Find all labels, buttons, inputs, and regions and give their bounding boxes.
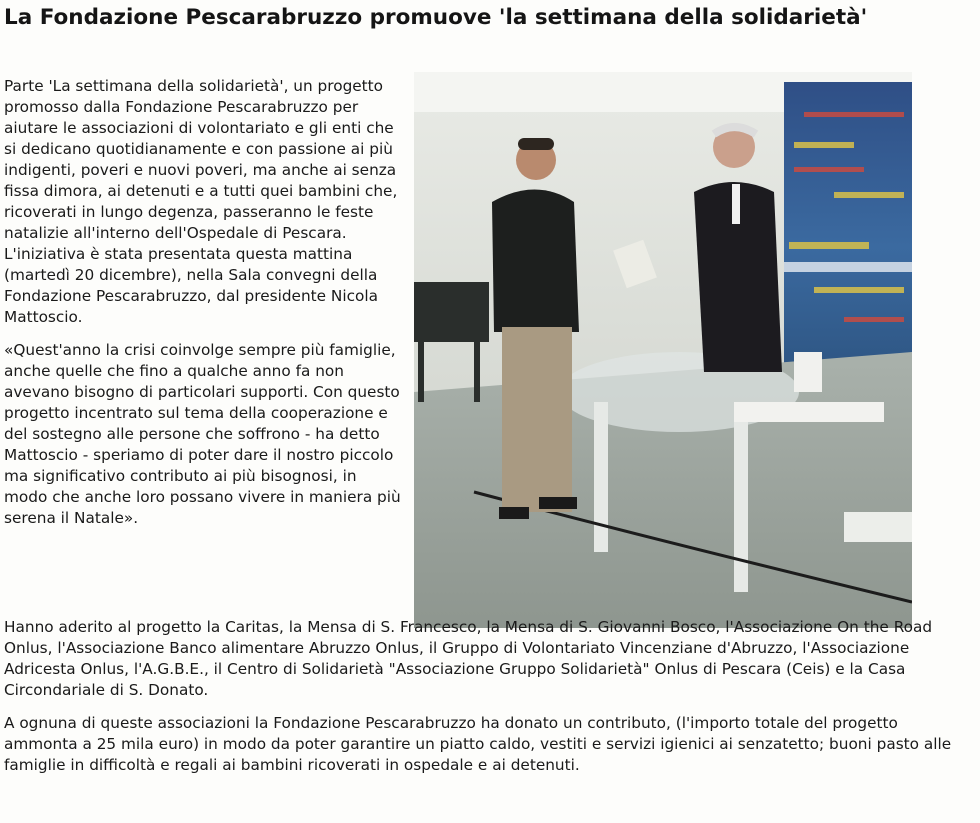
article-body-full [4, 617, 964, 788]
paragraph-intro: Parte 'La settimana della solidarietà', un progetto promosso dalla Fondazione Pescarabruzzo per aiutare le associazioni di volontariato e gli enti che si dedicano quotidianamente e con passione ai più indigenti, poveri e nuovi poveri, ma anche ai senza fissa dimora, ai detenuti e a tutti quei bambini che, ricoverati in lungo degenza, passeranno le feste natalizie all'interno dell'Ospedale di Pescara. L'iniziativa è stata presentata questa mattina (martedì 20 dicembre), nella Sala convegni della Fondazione Pescarabruzzo, dal presidente Nicola Mattoscio. [4, 77, 398, 326]
paragraph-quote: «Quest'anno la crisi coinvolge sempre più famiglie, anche quelle che fino a qualche anno fa non avevano bisogno di particolari supporti. Con questo progetto incentrato sul tema della cooperazione e del sostegno alle persone che soffrono - ha detto Mattoscio - speriamo di poter dare il nostro piccolo ma significativo contributo ai più bisognosi, in modo che anche loro possano vivere in maniera più serena il Natale». [4, 341, 401, 527]
article-body-column [4, 76, 404, 541]
paragraph-contribution: A ognuna di queste associazioni la Fondazione Pescarabruzzo ha donato un contributo, (l'importo totale del progetto ammonta a 25 mila euro) in modo da poter garantire un piatto caldo, vestiti e servizi igienici ai senzatetto; buoni pasto alle famiglie in difficoltà e regali ai bambini ricoverati in ospedale e ai detenuti. [4, 714, 952, 774]
article-title: La Fondazione Pescarabruzzo promuove 'la settimana della solidarietà' [4, 5, 868, 30]
photo-illustration [414, 72, 912, 628]
paragraph-members: Hanno aderito al progetto la Caritas, la Mensa di S. Francesco, la Mensa di S. Giovanni Bosco, l'Associazione On the Road Onlus, l'Associazione Banco alimentare Abruzzo Onlus, il Gruppo di Volontariato Vincenziane d'Abruzzo, l'Associazione Adricesta Onlus, l'A.G.B.E., il Centro di Solidarietà "Associazione Gruppo Solidarietà" Onlus di Pescara (Ceis) e la Casa Circondariale di S. Donato. [4, 618, 933, 699]
article-photo [414, 72, 912, 628]
